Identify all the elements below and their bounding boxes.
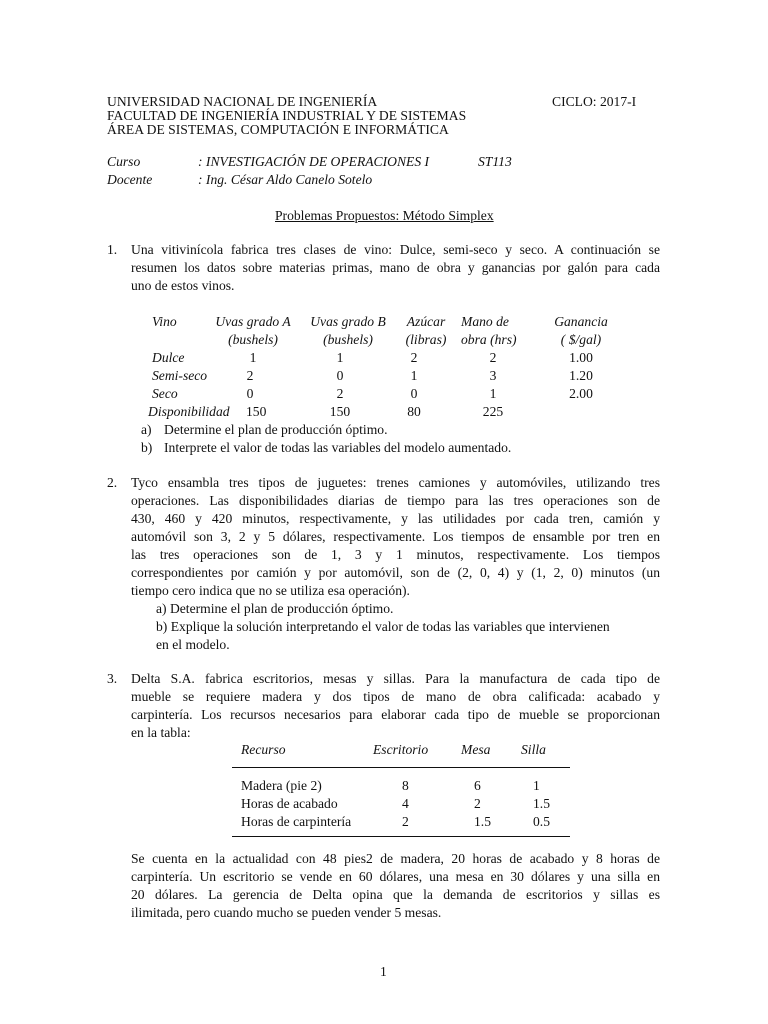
table-cell: 2 [410, 350, 418, 365]
table-cell: 80 [407, 404, 421, 419]
table-cell: 1 [489, 386, 497, 401]
problem-1-item-text: Interprete el valor de todas las variables del modelo aumentado. [164, 440, 512, 455]
problem-1-item-label: b) [141, 440, 153, 455]
course-code: ST113 [478, 154, 512, 169]
problem-3-line: carpintería. Los recursos necesarios para elaborar cada tipo de mueble se proporcionan [131, 707, 660, 722]
problem-2-line: tiempo cero indica que no se utiliza esa operación). [131, 583, 410, 598]
problem-2-number: 2. [107, 475, 118, 490]
table-cell: 4 [402, 796, 409, 811]
problem-3-line: en la tabla: [131, 725, 191, 740]
problem-3-paragraph-line: 20 dólares. La gerencia de Delta opina que la demanda de escritorios y sillas es [131, 887, 660, 902]
table-header-unit: (bushels) [323, 332, 373, 347]
problem-3-paragraph-line: carpintería. Un escritorio se vende en 60 dólares, una mesa en 30 dólares y una silla en [131, 869, 660, 884]
problem-1-line: uno de estos vinos. [131, 278, 235, 293]
area-name: ÁREA DE SISTEMAS, COMPUTACIÓN E INFORMÁTICA [107, 122, 449, 137]
problem-2-item: a) Determine el plan de producción óptimo. [156, 601, 394, 616]
table-cell: 2 [336, 386, 344, 401]
table-rule-top [232, 767, 570, 768]
table-cell: 1 [410, 368, 418, 383]
problem-2-line: operaciones. Las disponibilidades diarias de tiempo para las tres operaciones son de [131, 493, 660, 508]
table-cell: 2 [246, 368, 254, 383]
table-cell: 225 [482, 404, 504, 419]
problem-1-item-text: Determine el plan de producción óptimo. [164, 422, 388, 437]
problem-2-item: b) Explique la solución interpretando el valor de todas las variables que intervienen [156, 619, 610, 634]
table-cell: 1.5 [474, 814, 491, 829]
table-row-label: Horas de carpintería [241, 814, 352, 829]
table-cell: 8 [402, 778, 409, 793]
table-cell: 1 [533, 778, 540, 793]
table-header: Recurso [241, 742, 286, 757]
problem-3-line: Delta S.A. fabrica escritorios, mesas y sillas. Para la manufactura de cada tipo de [131, 671, 660, 686]
university-name: UNIVERSIDAD NACIONAL DE INGENIERÍA [107, 94, 378, 109]
table-cell: 2 [489, 350, 497, 365]
problem-3-line: mueble se requiere madera y dos tipos de mano de obra calificada: acabado y [131, 689, 660, 704]
faculty-name: FACULTAD DE INGENIERÍA INDUSTRIAL Y DE SISTEMAS [107, 108, 467, 123]
problem-2-line: las tres operaciones son de 1, 3 y 1 minutos, respectivamente. Los tiempos [131, 547, 660, 562]
table-cell: 2.00 [569, 386, 593, 401]
table-header: Ganancia [554, 314, 608, 329]
table-cell: 2 [474, 796, 481, 811]
table-cell: 0 [336, 368, 344, 383]
table-cell: 0 [246, 386, 254, 401]
table-cell: 2 [402, 814, 409, 829]
table-header: Uvas grado B [310, 314, 386, 329]
table-header: Mano de [461, 314, 509, 329]
problem-1-line: Una vitivinícola fabrica tres clases de vino: Dulce, semi-seco y seco. A continuación se [131, 242, 660, 257]
problem-2-item: en el modelo. [156, 637, 230, 652]
table-cell: 3 [489, 368, 497, 383]
table-header-unit: obra (hrs) [461, 332, 517, 347]
table-header-unit: ( $/gal) [560, 332, 602, 347]
table-header: Uvas grado A [215, 314, 291, 329]
table-row-label: Seco [152, 386, 178, 401]
teacher-label: Docente [107, 172, 153, 187]
problem-2-line: 430, 460 y 420 minutos, respectivamente, y las utilidades por cada tren, camión y [131, 511, 660, 526]
problem-2-line: Tyco ensambla tres tipos de juguetes: trenes camiones y automóviles, utilizando tres [131, 475, 660, 490]
table-row-label: Dulce [152, 350, 185, 365]
table-header: Mesa [461, 742, 491, 757]
table-row-label: Madera (pie 2) [241, 778, 322, 793]
problem-2-line: automóvil son 3, 2 y 5 dólares, respectivamente. Los tiempos de ensamble por tren en [131, 529, 660, 544]
problem-3-number: 3. [107, 671, 118, 686]
table-row-label: Semi-seco [152, 368, 208, 383]
table-cell: 0.5 [533, 814, 550, 829]
table-row-label: Disponibilidad [148, 404, 230, 419]
table-cell: 1.20 [569, 368, 593, 383]
page-title: Problemas Propuestos: Método Simplex [275, 208, 494, 223]
problem-3-paragraph-line: Se cuenta en la actualidad con 48 pies2 de madera, 20 horas de acabado y 8 horas de [131, 851, 660, 866]
problem-1-line: resumen los datos sobre materias primas, mano de obra y ganancias por galón para cada [131, 260, 660, 275]
course-value: : INVESTIGACIÓN DE OPERACIONES I [198, 154, 430, 169]
table-row-label: Horas de acabado [241, 796, 338, 811]
problem-1-item-label: a) [141, 422, 152, 437]
table-cell: 150 [329, 404, 351, 419]
page-number: 1 [380, 964, 387, 979]
table-cell: 150 [246, 404, 267, 419]
table-cell: 1.00 [569, 350, 593, 365]
teacher-value: : Ing. César Aldo Canelo Sotelo [198, 172, 373, 187]
problem-3-paragraph-line: ilimitada, pero cuando mucho se pueden vender 5 mesas. [131, 905, 442, 920]
table-header: Vino [152, 314, 177, 329]
problem-1-number: 1. [107, 242, 118, 257]
table-cell: 1 [249, 350, 257, 365]
course-label: Curso [107, 154, 141, 169]
table-cell: 0 [410, 386, 418, 401]
table-cell: 1.5 [533, 796, 550, 811]
table-cell: 1 [336, 350, 344, 365]
table-header: Silla [521, 742, 546, 757]
table-header: Escritorio [373, 742, 429, 757]
table-rule-bottom [232, 836, 570, 837]
problem-2-line: correspondientes por camión y por automóvil, son de (2, 0, 4) y (1, 2, 0) minutos (un [131, 565, 660, 580]
cycle: CICLO: 2017-I [552, 94, 637, 109]
table-cell: 6 [474, 778, 481, 793]
table-header-unit: (bushels) [228, 332, 278, 347]
table-header-unit: (libras) [405, 332, 447, 347]
table-header: Azúcar [406, 314, 446, 329]
